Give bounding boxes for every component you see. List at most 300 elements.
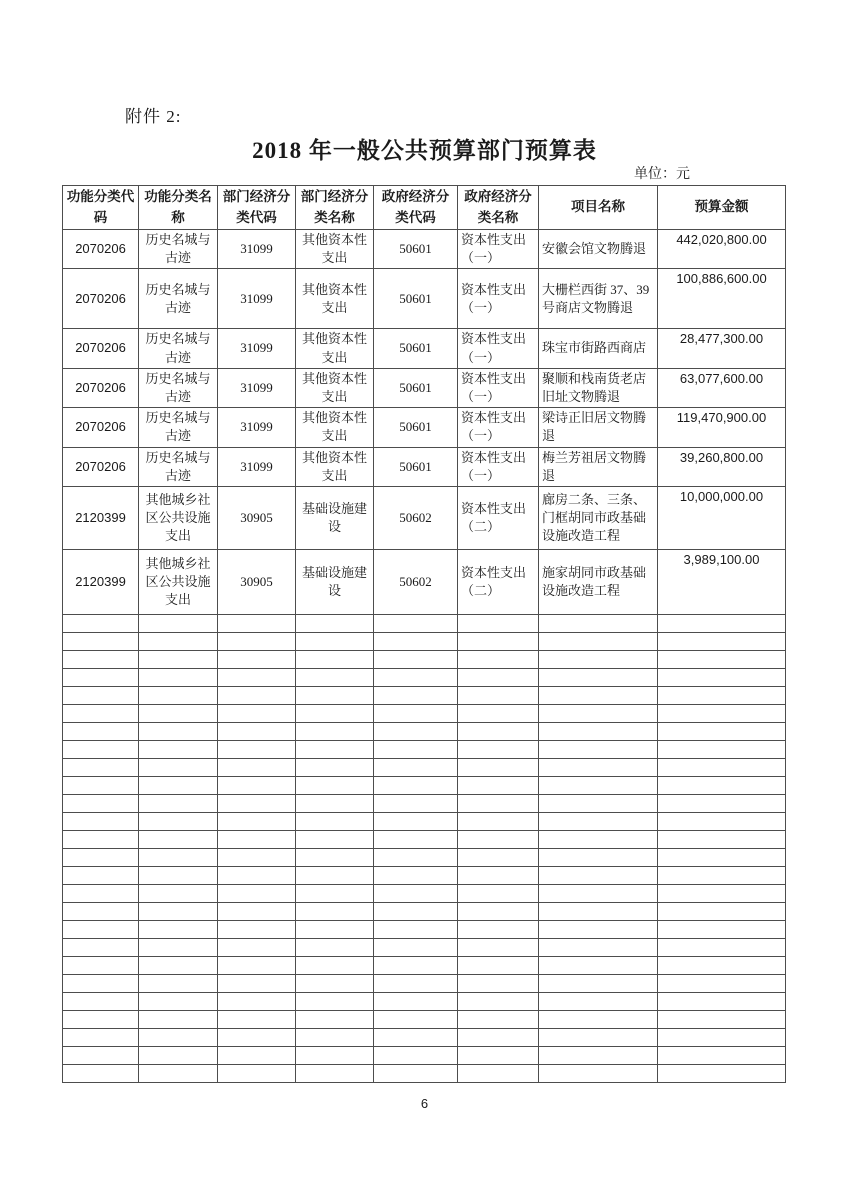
empty-cell	[218, 650, 296, 668]
empty-cell	[374, 758, 458, 776]
empty-cell	[539, 1046, 658, 1064]
table-header-row	[63, 186, 786, 230]
empty-cell	[374, 1028, 458, 1046]
empty-cell	[139, 614, 218, 632]
cell-project-name: 大栅栏西街 37、39 号商店文物腾退	[539, 269, 658, 329]
empty-table-row	[63, 704, 786, 722]
empty-cell	[296, 650, 374, 668]
empty-cell	[296, 668, 374, 686]
empty-cell	[63, 1046, 139, 1064]
cell-func-code: 2070206	[63, 230, 139, 269]
empty-cell	[374, 650, 458, 668]
empty-cell	[218, 902, 296, 920]
empty-cell	[218, 668, 296, 686]
cell-dept-code: 31099	[218, 368, 296, 407]
empty-cell	[63, 632, 139, 650]
cell-project-name: 施家胡同市政基础设施改造工程	[539, 549, 658, 614]
empty-cell	[374, 794, 458, 812]
empty-cell	[658, 920, 786, 938]
cell-func-code: 2070206	[63, 368, 139, 407]
empty-cell	[63, 938, 139, 956]
empty-cell	[139, 974, 218, 992]
empty-cell	[296, 722, 374, 740]
page-number: 6	[420, 1096, 429, 1111]
empty-cell	[63, 974, 139, 992]
table-row	[63, 408, 786, 447]
empty-cell	[374, 686, 458, 704]
cell-amount: 442,020,800.00	[658, 230, 786, 269]
empty-cell	[458, 848, 539, 866]
empty-cell	[296, 1028, 374, 1046]
empty-cell	[374, 866, 458, 884]
empty-cell	[374, 902, 458, 920]
empty-cell	[374, 722, 458, 740]
table-row	[63, 230, 786, 269]
cell-func-name: 历史名城与古迹	[139, 408, 218, 447]
empty-cell	[458, 686, 539, 704]
cell-gov-code: 50601	[374, 447, 458, 486]
empty-cell	[296, 614, 374, 632]
empty-cell	[139, 884, 218, 902]
empty-cell	[539, 650, 658, 668]
cell-func-code: 2120399	[63, 549, 139, 614]
empty-cell	[658, 1046, 786, 1064]
empty-cell	[458, 776, 539, 794]
empty-cell	[139, 992, 218, 1010]
empty-table-row	[63, 848, 786, 866]
empty-cell	[374, 938, 458, 956]
empty-cell	[139, 794, 218, 812]
cell-project-name: 廊房二条、三条、门框胡同市政基础设施改造工程	[539, 486, 658, 549]
empty-cell	[296, 1010, 374, 1028]
empty-cell	[218, 1064, 296, 1082]
empty-cell	[539, 614, 658, 632]
cell-func-code: 2070206	[63, 408, 139, 447]
empty-table-row	[63, 830, 786, 848]
empty-cell	[658, 794, 786, 812]
empty-cell	[296, 794, 374, 812]
cell-func-code: 2070206	[63, 447, 139, 486]
cell-func-name: 历史名城与古迹	[139, 368, 218, 407]
empty-cell	[296, 632, 374, 650]
cell-amount: 63,077,600.00	[658, 368, 786, 407]
empty-cell	[63, 776, 139, 794]
cell-gov-code: 50602	[374, 486, 458, 549]
empty-cell	[218, 956, 296, 974]
empty-cell	[658, 1010, 786, 1028]
empty-cell	[458, 884, 539, 902]
empty-cell	[139, 902, 218, 920]
cell-func-name: 历史名城与古迹	[139, 447, 218, 486]
empty-cell	[374, 884, 458, 902]
empty-cell	[63, 920, 139, 938]
empty-cell	[658, 866, 786, 884]
empty-cell	[458, 830, 539, 848]
cell-amount: 28,477,300.00	[658, 329, 786, 368]
empty-cell	[139, 1028, 218, 1046]
page-title: 2018 年一般公共预算部门预算表	[252, 138, 597, 163]
empty-cell	[218, 722, 296, 740]
empty-cell	[63, 812, 139, 830]
empty-cell	[374, 830, 458, 848]
empty-cell	[374, 740, 458, 758]
empty-cell	[139, 722, 218, 740]
empty-cell	[539, 704, 658, 722]
table-row	[63, 269, 786, 329]
empty-cell	[296, 776, 374, 794]
empty-cell	[458, 722, 539, 740]
empty-cell	[218, 1046, 296, 1064]
empty-cell	[539, 974, 658, 992]
cell-dept-name: 基础设施建设	[296, 486, 374, 549]
empty-cell	[458, 1010, 539, 1028]
empty-cell	[374, 614, 458, 632]
empty-cell	[539, 902, 658, 920]
table-body	[63, 230, 786, 1083]
empty-table-row	[63, 884, 786, 902]
empty-cell	[658, 956, 786, 974]
column-header: 功能分类名称	[139, 186, 218, 230]
cell-dept-code: 31099	[218, 230, 296, 269]
empty-cell	[63, 830, 139, 848]
empty-cell	[218, 632, 296, 650]
budget-table	[62, 185, 786, 1083]
empty-cell	[296, 992, 374, 1010]
cell-dept-code: 30905	[218, 486, 296, 549]
cell-amount: 119,470,900.00	[658, 408, 786, 447]
empty-cell	[539, 1010, 658, 1028]
empty-cell	[658, 812, 786, 830]
empty-cell	[296, 1064, 374, 1082]
empty-table-row	[63, 938, 786, 956]
cell-amount: 39,260,800.00	[658, 447, 786, 486]
empty-table-row	[63, 686, 786, 704]
cell-amount: 10,000,000.00	[658, 486, 786, 549]
column-header: 政府经济分类代码	[374, 186, 458, 230]
empty-table-row	[63, 758, 786, 776]
cell-dept-code: 31099	[218, 269, 296, 329]
cell-dept-name: 其他资本性支出	[296, 408, 374, 447]
table-row	[63, 368, 786, 407]
empty-cell	[296, 902, 374, 920]
empty-cell	[63, 686, 139, 704]
cell-gov-name: 资本性支出（二）	[458, 486, 539, 549]
empty-cell	[218, 938, 296, 956]
empty-cell	[296, 1046, 374, 1064]
empty-cell	[539, 920, 658, 938]
empty-cell	[374, 632, 458, 650]
empty-cell	[63, 866, 139, 884]
empty-cell	[374, 992, 458, 1010]
column-header: 部门经济分类代码	[218, 186, 296, 230]
empty-cell	[218, 848, 296, 866]
cell-func-name: 历史名城与古迹	[139, 329, 218, 368]
cell-gov-name: 资本性支出（一）	[458, 269, 539, 329]
empty-cell	[218, 758, 296, 776]
cell-dept-name: 其他资本性支出	[296, 269, 374, 329]
empty-cell	[63, 1010, 139, 1028]
empty-cell	[63, 722, 139, 740]
empty-cell	[374, 956, 458, 974]
empty-cell	[218, 740, 296, 758]
empty-cell	[374, 812, 458, 830]
empty-cell	[458, 1028, 539, 1046]
empty-cell	[63, 668, 139, 686]
empty-cell	[458, 920, 539, 938]
empty-cell	[658, 740, 786, 758]
empty-cell	[296, 758, 374, 776]
empty-table-row	[63, 776, 786, 794]
cell-gov-code: 50601	[374, 368, 458, 407]
empty-cell	[218, 704, 296, 722]
empty-cell	[139, 1064, 218, 1082]
empty-cell	[218, 884, 296, 902]
empty-cell	[139, 686, 218, 704]
cell-gov-name: 资本性支出（一）	[458, 230, 539, 269]
empty-cell	[296, 704, 374, 722]
table-row	[63, 447, 786, 486]
cell-dept-code: 30905	[218, 549, 296, 614]
empty-cell	[539, 956, 658, 974]
column-header: 部门经济分类名称	[296, 186, 374, 230]
empty-cell	[539, 866, 658, 884]
empty-cell	[296, 866, 374, 884]
empty-cell	[539, 740, 658, 758]
empty-table-row	[63, 920, 786, 938]
empty-cell	[63, 614, 139, 632]
empty-cell	[539, 848, 658, 866]
empty-table-row	[63, 650, 786, 668]
empty-cell	[218, 920, 296, 938]
cell-gov-name: 资本性支出（一）	[458, 447, 539, 486]
empty-table-row	[63, 812, 786, 830]
empty-cell	[374, 704, 458, 722]
empty-cell	[539, 1028, 658, 1046]
empty-cell	[539, 776, 658, 794]
empty-table-row	[63, 1046, 786, 1064]
cell-gov-code: 50601	[374, 230, 458, 269]
empty-cell	[139, 740, 218, 758]
empty-cell	[658, 650, 786, 668]
cell-gov-name: 资本性支出（一）	[458, 408, 539, 447]
empty-table-row	[63, 992, 786, 1010]
empty-cell	[539, 830, 658, 848]
empty-table-row	[63, 902, 786, 920]
empty-cell	[658, 848, 786, 866]
empty-cell	[539, 884, 658, 902]
empty-cell	[539, 632, 658, 650]
empty-cell	[139, 650, 218, 668]
empty-cell	[218, 1028, 296, 1046]
empty-cell	[218, 794, 296, 812]
empty-cell	[458, 632, 539, 650]
empty-cell	[658, 632, 786, 650]
empty-cell	[374, 1010, 458, 1028]
cell-project-name: 安徽会馆文物腾退	[539, 230, 658, 269]
empty-cell	[539, 794, 658, 812]
cell-dept-name: 其他资本性支出	[296, 230, 374, 269]
empty-cell	[539, 812, 658, 830]
empty-cell	[296, 740, 374, 758]
empty-cell	[539, 758, 658, 776]
empty-cell	[139, 848, 218, 866]
empty-cell	[218, 776, 296, 794]
empty-cell	[658, 758, 786, 776]
empty-cell	[139, 956, 218, 974]
empty-table-row	[63, 1028, 786, 1046]
cell-dept-code: 31099	[218, 447, 296, 486]
empty-cell	[658, 1064, 786, 1082]
empty-cell	[296, 884, 374, 902]
empty-table-row	[63, 668, 786, 686]
empty-cell	[218, 1010, 296, 1028]
cell-dept-name: 其他资本性支出	[296, 329, 374, 368]
empty-table-row	[63, 740, 786, 758]
cell-project-name: 聚顺和栈南货老店旧址文物腾退	[539, 368, 658, 407]
empty-cell	[296, 686, 374, 704]
column-header: 项目名称	[539, 186, 658, 230]
empty-cell	[539, 722, 658, 740]
empty-cell	[139, 1010, 218, 1028]
empty-cell	[296, 830, 374, 848]
empty-cell	[374, 1046, 458, 1064]
cell-dept-name: 其他资本性支出	[296, 447, 374, 486]
empty-cell	[63, 1064, 139, 1082]
empty-cell	[458, 758, 539, 776]
empty-cell	[296, 812, 374, 830]
empty-cell	[458, 740, 539, 758]
empty-cell	[139, 866, 218, 884]
empty-cell	[458, 668, 539, 686]
cell-gov-name: 资本性支出（二）	[458, 549, 539, 614]
empty-table-row	[63, 956, 786, 974]
empty-cell	[374, 1064, 458, 1082]
cell-gov-code: 50601	[374, 269, 458, 329]
cell-gov-code: 50602	[374, 549, 458, 614]
empty-cell	[658, 614, 786, 632]
column-header: 政府经济分类名称	[458, 186, 539, 230]
empty-cell	[218, 974, 296, 992]
cell-dept-code: 31099	[218, 329, 296, 368]
empty-cell	[658, 776, 786, 794]
empty-cell	[218, 866, 296, 884]
empty-cell	[139, 758, 218, 776]
empty-cell	[139, 704, 218, 722]
empty-cell	[458, 704, 539, 722]
empty-cell	[658, 974, 786, 992]
empty-cell	[139, 920, 218, 938]
empty-cell	[539, 992, 658, 1010]
empty-cell	[139, 668, 218, 686]
empty-cell	[218, 686, 296, 704]
empty-cell	[296, 956, 374, 974]
empty-cell	[539, 938, 658, 956]
empty-cell	[296, 974, 374, 992]
empty-cell	[539, 668, 658, 686]
empty-cell	[63, 902, 139, 920]
empty-table-row	[63, 632, 786, 650]
empty-cell	[458, 974, 539, 992]
empty-cell	[658, 686, 786, 704]
empty-table-row	[63, 794, 786, 812]
empty-cell	[458, 812, 539, 830]
empty-cell	[658, 902, 786, 920]
empty-cell	[374, 776, 458, 794]
empty-cell	[218, 812, 296, 830]
cell-func-name: 历史名城与古迹	[139, 269, 218, 329]
empty-cell	[658, 992, 786, 1010]
empty-cell	[139, 776, 218, 794]
empty-cell	[458, 902, 539, 920]
empty-cell	[218, 992, 296, 1010]
empty-cell	[139, 812, 218, 830]
cell-func-code: 2120399	[63, 486, 139, 549]
cell-dept-code: 31099	[218, 408, 296, 447]
empty-cell	[139, 830, 218, 848]
table-row	[63, 486, 786, 549]
empty-cell	[63, 794, 139, 812]
empty-cell	[296, 938, 374, 956]
empty-cell	[139, 632, 218, 650]
unit-label: 单位：元	[634, 167, 690, 182]
table-row	[63, 329, 786, 368]
cell-project-name: 梅兰芳祖居文物腾退	[539, 447, 658, 486]
cell-dept-name: 基础设施建设	[296, 549, 374, 614]
empty-cell	[296, 848, 374, 866]
empty-cell	[458, 614, 539, 632]
empty-cell	[539, 1064, 658, 1082]
empty-cell	[63, 956, 139, 974]
cell-gov-code: 50601	[374, 329, 458, 368]
empty-cell	[63, 704, 139, 722]
cell-gov-code: 50601	[374, 408, 458, 447]
empty-cell	[63, 848, 139, 866]
empty-cell	[658, 884, 786, 902]
attachment-label: 附件 2:	[125, 107, 182, 126]
empty-table-row	[63, 1064, 786, 1082]
empty-table-row	[63, 1010, 786, 1028]
empty-cell	[658, 668, 786, 686]
cell-func-name: 其他城乡社区公共设施支出	[139, 486, 218, 549]
cell-project-name: 梁诗正旧居文物腾退	[539, 408, 658, 447]
empty-cell	[658, 722, 786, 740]
empty-cell	[458, 1064, 539, 1082]
table-row	[63, 549, 786, 614]
cell-func-name: 历史名城与古迹	[139, 230, 218, 269]
empty-cell	[63, 740, 139, 758]
column-header: 预算金额	[658, 186, 786, 230]
empty-cell	[458, 650, 539, 668]
empty-table-row	[63, 722, 786, 740]
empty-cell	[658, 704, 786, 722]
empty-cell	[458, 992, 539, 1010]
empty-cell	[458, 938, 539, 956]
empty-table-row	[63, 974, 786, 992]
cell-func-code: 2070206	[63, 329, 139, 368]
empty-cell	[63, 992, 139, 1010]
empty-cell	[658, 830, 786, 848]
empty-cell	[63, 650, 139, 668]
empty-cell	[63, 884, 139, 902]
cell-amount: 3,989,100.00	[658, 549, 786, 614]
empty-cell	[218, 830, 296, 848]
cell-amount: 100,886,600.00	[658, 269, 786, 329]
empty-table-row	[63, 614, 786, 632]
empty-cell	[539, 686, 658, 704]
cell-func-name: 其他城乡社区公共设施支出	[139, 549, 218, 614]
empty-cell	[139, 938, 218, 956]
cell-gov-name: 资本性支出（一）	[458, 329, 539, 368]
